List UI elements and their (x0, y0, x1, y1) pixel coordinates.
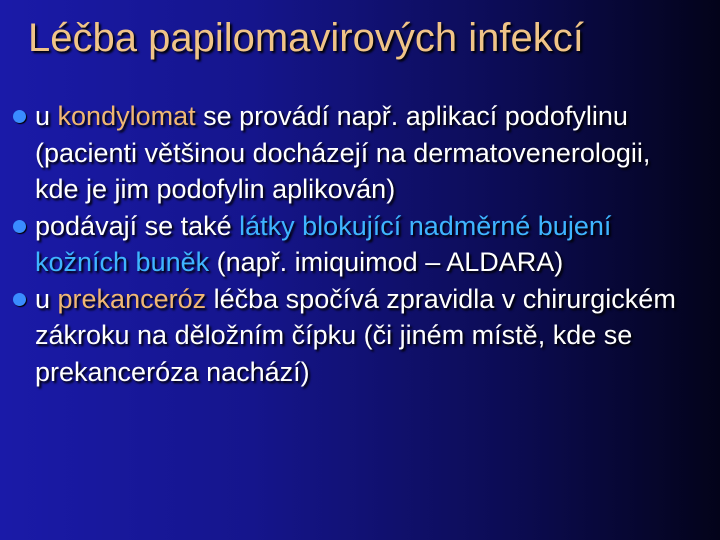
bullet-text-part: léčba spočívá zpravidla v chirurgickém zákroku na děložním čípku (či jiném místě, kde se prekanceróza nachází) (35, 283, 676, 387)
highlight-term: látky blokující nadměrné bujení kožních buněk (35, 210, 612, 277)
bullet-dot-icon (13, 293, 26, 306)
highlight-term: kondylomat (57, 101, 196, 131)
bullet-text-part: se provádí např. aplikací podofylinu (pacienti většinou docházejí na dermatovenerologii, kde je jim podofylin aplikován) (35, 101, 651, 204)
slide-title: Léčba papilomavirových infekcí (28, 16, 584, 60)
bullet-list (10, 98, 700, 390)
bullet-dot-icon (13, 110, 26, 123)
bullet-dot-icon (13, 220, 26, 233)
bullet-item (10, 98, 700, 208)
bullet-text-part: podávají se také (35, 210, 240, 241)
bullet-text (35, 211, 611, 278)
highlight-term: prekanceróz (57, 283, 207, 314)
bullet-text-part: (např. imiquimod – ALDARA) (209, 247, 564, 277)
bullet-text (35, 101, 650, 204)
bullet-text (35, 284, 676, 387)
bullet-item (10, 208, 700, 281)
bullet-text-part: u (35, 101, 58, 131)
bullet-text-part: u (35, 283, 58, 314)
bullet-item (10, 281, 700, 391)
